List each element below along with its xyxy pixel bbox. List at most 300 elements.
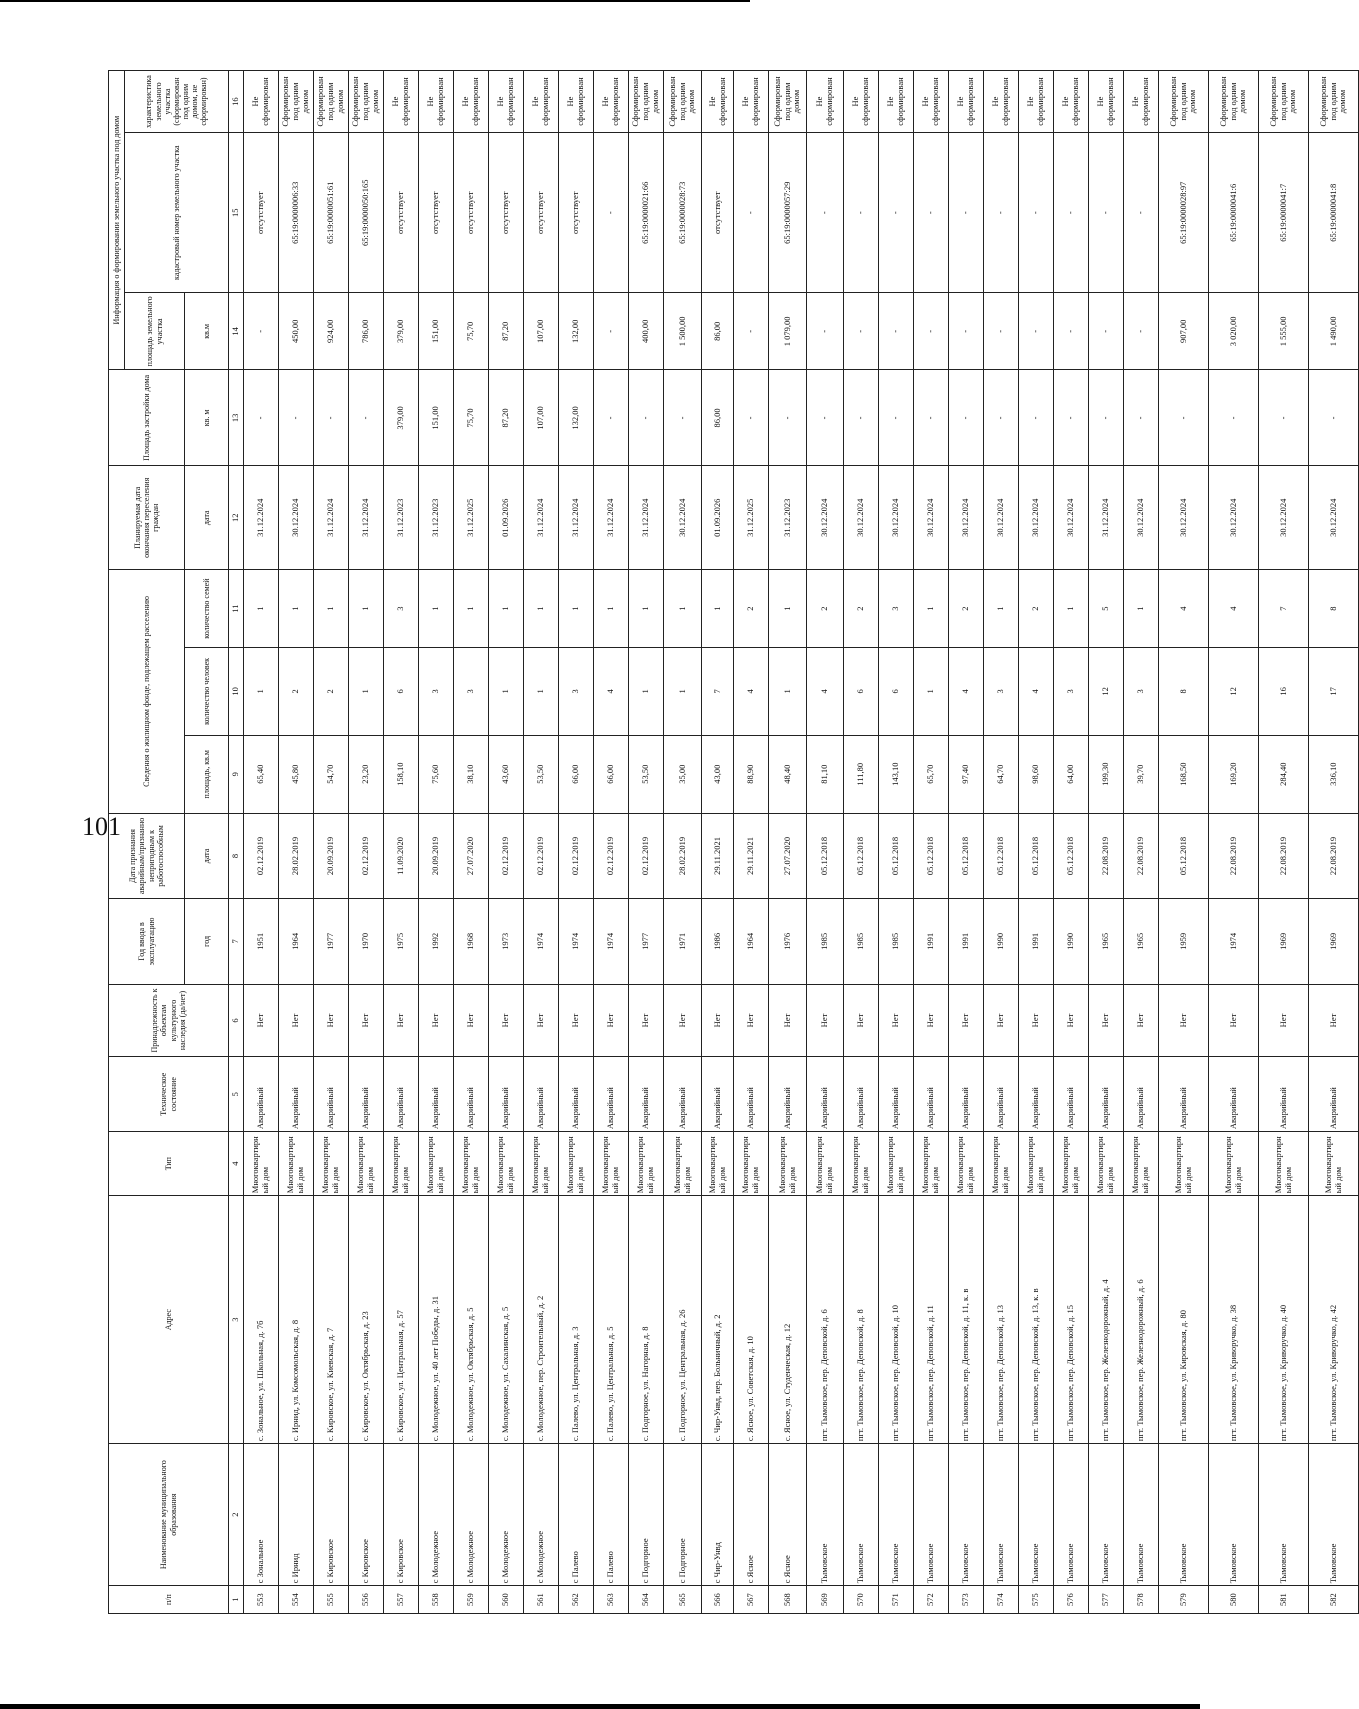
cell-cadastral: 65:19:0000041:6 [1209,133,1259,293]
cell-type: Многоквартирный дом [384,1132,419,1196]
column-number: 1 [229,1586,244,1614]
cell-families: 8 [1309,570,1359,648]
cell-tech-state: Аварийный [1124,1057,1159,1132]
cell-land-area: - [807,293,844,370]
cell-families: 1 [454,570,489,648]
cell-year: 1975 [384,899,419,984]
cell-address: пгт. Тымовское, пер. Деповской, д. 11, к. в [949,1196,984,1444]
cell-address: с. Ясное, ул. Студенческая, д. 12 [769,1196,807,1444]
cell-planned-date: 30.12.2024 [844,466,879,570]
cell-tech-state: Аварийный [1209,1057,1259,1132]
cell-recognition-date: 02.12.2019 [524,813,559,898]
cell-num: 559 [454,1586,489,1614]
cell-municipality: с Ирнид [279,1444,314,1586]
cell-municipality: Тымовское [1309,1444,1359,1586]
cell-families: 2 [949,570,984,648]
header-plan-date-unit: дата [185,466,229,570]
cell-land-area: - [1054,293,1089,370]
cell-type: Многоквартирный дом [844,1132,879,1196]
cell-area: 88,90 [734,735,769,813]
cell-area: 45,80 [279,735,314,813]
cell-num: 575 [1019,1586,1054,1614]
header-date-unit: дата [185,813,229,898]
cell-year: 1951 [244,899,279,984]
cell-area: 143,10 [879,735,914,813]
cell-families: 4 [1159,570,1209,648]
cell-land-area: 86,00 [702,293,734,370]
cell-characteristic: Сформирован под одним домом [349,71,384,133]
cell-built-area: - [914,370,949,466]
table-row [594,71,629,1614]
cell-num: 564 [629,1586,664,1614]
cell-people: 1 [244,648,279,736]
cell-municipality: Тымовское [1159,1444,1209,1586]
cell-address: пгт. Тымовское, пер. Деповской, д. 15 [1054,1196,1089,1444]
cell-cadastral: отсутствует [419,133,454,293]
cell-municipality: с Палево [594,1444,629,1586]
cell-families: 1 [419,570,454,648]
cell-families: 2 [734,570,769,648]
cell-cultural: Нет [769,984,807,1057]
cell-area: 336,10 [1309,735,1359,813]
cell-type: Многоквартирный дом [984,1132,1019,1196]
cell-address: с. Кировское, ул. Центральная, д. 57 [384,1196,419,1444]
cell-tech-state: Аварийный [489,1057,524,1132]
cell-land-area: 87,20 [489,293,524,370]
header-people-count: количество человек [185,648,229,736]
cell-year: 1985 [879,899,914,984]
cell-num: 561 [524,1586,559,1614]
cell-land-area: 75,70 [454,293,489,370]
cell-characteristic: Не сформирован [914,71,949,133]
table-row [454,71,489,1614]
cell-cadastral: - [1054,133,1089,293]
cell-recognition-date: 22.08.2019 [1259,813,1309,898]
cell-type: Многоквартирный дом [349,1132,384,1196]
table-row [244,71,279,1614]
cell-families: 1 [244,570,279,648]
cell-recognition-date: 05.12.2018 [1019,813,1054,898]
cell-area: 64,00 [1054,735,1089,813]
cell-municipality: с Кировское [384,1444,419,1586]
cell-recognition-date: 05.12.2018 [1054,813,1089,898]
cell-area: 66,00 [559,735,594,813]
cell-families: 2 [844,570,879,648]
cell-people: 16 [1259,648,1309,736]
cell-cadastral: 65:19:0000021:66 [629,133,664,293]
cell-tech-state: Аварийный [349,1057,384,1132]
cell-built-area: 107,00 [524,370,559,466]
cell-recognition-date: 05.12.2018 [949,813,984,898]
cell-year: 1992 [419,899,454,984]
cell-area: 23,20 [349,735,384,813]
cell-recognition-date: 05.12.2018 [807,813,844,898]
header-year-unit: год [185,899,229,984]
cell-planned-date: 31.12.2024 [349,466,384,570]
cell-tech-state: Аварийный [664,1057,702,1132]
cell-area: 53,50 [524,735,559,813]
header-cadastral-number: кадастровый номер земельного участка [125,133,229,293]
cell-tech-state: Аварийный [419,1057,454,1132]
header-family-count: количество семей [185,570,229,648]
cell-type: Многоквартирный дом [734,1132,769,1196]
cell-type: Многоквартирный дом [1124,1132,1159,1196]
cell-planned-date: 31.12.2025 [734,466,769,570]
cell-municipality: Тымовское [949,1444,984,1586]
table-row [349,71,384,1614]
cell-area: 43,00 [702,735,734,813]
cell-tech-state: Аварийный [1159,1057,1209,1132]
page-number: 101 [82,812,121,841]
cell-people: 4 [949,648,984,736]
cell-area: 53,50 [629,735,664,813]
cell-address: с. Палево, ул. Центральная, д. 3 [559,1196,594,1444]
cell-land-area: 1 079,00 [769,293,807,370]
column-number: 7 [229,899,244,984]
cell-year: 1971 [664,899,702,984]
cell-address: с. Кировское, ул. Октябрьская, д. 23 [349,1196,384,1444]
header-land-characteristic: характеристика земельного участка (сформирован под одним домом, не сформирован) [125,71,229,133]
table-row [1209,71,1259,1614]
cell-planned-date: 30.12.2024 [1159,466,1209,570]
cell-num: 560 [489,1586,524,1614]
cell-recognition-date: 05.12.2018 [1159,813,1209,898]
cell-cadastral: 65:19:0000041:8 [1309,133,1359,293]
column-number: 16 [229,71,244,133]
cell-tech-state: Аварийный [984,1057,1019,1132]
cell-cultural: Нет [629,984,664,1057]
table-row [879,71,914,1614]
cell-address: с. Молодежное, ул. Октябрьская, д. 5 [454,1196,489,1444]
cell-year: 1990 [984,899,1019,984]
cell-characteristic: Сформирован под одним домом [629,71,664,133]
cell-land-area: 3 020,00 [1209,293,1259,370]
header-recognition-date: Дата признания аварийным/признанно непригодным к работоспособным [109,813,185,898]
cell-cultural: Нет [314,984,349,1057]
table-row [559,71,594,1614]
cell-families: 1 [914,570,949,648]
cell-area: 39,70 [1124,735,1159,813]
cell-type: Многоквартирный дом [1259,1132,1309,1196]
cell-recognition-date: 29.11.2021 [702,813,734,898]
cell-address: с. Ирнид, ул. Комсомольская, д. 8 [279,1196,314,1444]
column-number: 13 [229,370,244,466]
cell-tech-state: Аварийный [559,1057,594,1132]
cell-built-area: - [844,370,879,466]
cell-land-area: 450,00 [279,293,314,370]
cell-characteristic: Не сформирован [489,71,524,133]
cell-characteristic: Не сформирован [1019,71,1054,133]
cell-municipality: Тымовское [1054,1444,1089,1586]
cell-cultural: Нет [1259,984,1309,1057]
cell-year: 1991 [949,899,984,984]
cell-type: Многоквартирный дом [1089,1132,1124,1196]
cell-type: Многоквартирный дом [629,1132,664,1196]
cell-people: 6 [384,648,419,736]
cell-characteristic: Сформирован под одним домом [769,71,807,133]
cell-built-area: - [1309,370,1359,466]
cell-address: пгт. Тымовское, пер. Железнодорожный, д. 6 [1124,1196,1159,1444]
cell-year: 1977 [629,899,664,984]
cell-families: 2 [1019,570,1054,648]
cell-characteristic: Сформирован под одним домом [1309,71,1359,133]
cell-municipality: Тымовское [844,1444,879,1586]
cell-type: Многоквартирный дом [1054,1132,1089,1196]
cell-recognition-date: 05.12.2018 [914,813,949,898]
cell-cultural: Нет [1054,984,1089,1057]
cell-built-area: 87,20 [489,370,524,466]
cell-recognition-date: 29.11.2021 [734,813,769,898]
cell-built-area: - [734,370,769,466]
cell-families: 1 [559,570,594,648]
cell-characteristic: Не сформирован [807,71,844,133]
cell-tech-state: Аварийный [1089,1057,1124,1132]
cell-type: Многоквартирный дом [524,1132,559,1196]
header-built-area-unit: кв. м [185,370,229,466]
cell-municipality: с Ясное [734,1444,769,1586]
cell-cultural: Нет [879,984,914,1057]
cell-built-area: - [949,370,984,466]
header-land-area-unit: кв.м [185,293,229,370]
cell-cultural: Нет [594,984,629,1057]
cell-cadastral: 65:19:0000028:97 [1159,133,1209,293]
cell-built-area: - [1054,370,1089,466]
cell-num: 562 [559,1586,594,1614]
cell-municipality: с Чир-Унвд [702,1444,734,1586]
cell-built-area: - [349,370,384,466]
cell-built-area: - [314,370,349,466]
cell-families: 3 [879,570,914,648]
cell-people: 1 [629,648,664,736]
cell-built-area: - [1159,370,1209,466]
cell-people: 4 [807,648,844,736]
cell-cadastral: - [1019,133,1054,293]
cell-characteristic: Не сформирован [454,71,489,133]
table-row [1124,71,1159,1614]
cell-families: 1 [279,570,314,648]
cell-area: 64,70 [984,735,1019,813]
table-row [1159,71,1209,1614]
cell-land-area: 1 555,00 [1259,293,1309,370]
cell-people: 3 [559,648,594,736]
table-body [244,71,1359,1614]
cell-cadastral: - [984,133,1019,293]
cell-characteristic: Сформирован под одним домом [314,71,349,133]
table-row [1054,71,1089,1614]
cell-people: 4 [734,648,769,736]
cell-area: 199,30 [1089,735,1124,813]
cell-year: 1974 [524,899,559,984]
cell-cadastral: 65:19:0000051:61 [314,133,349,293]
cell-characteristic: Не сформирован [1089,71,1124,133]
cell-planned-date: 30.12.2024 [1019,466,1054,570]
cell-families: 1 [489,570,524,648]
cell-cadastral: - [1124,133,1159,293]
cell-land-area: - [984,293,1019,370]
cell-families: 1 [664,570,702,648]
cell-planned-date: 01.09.2026 [489,466,524,570]
cell-planned-date: 31.12.2024 [594,466,629,570]
cell-land-area: 1 490,00 [1309,293,1359,370]
cell-recognition-date: 27.07.2020 [769,813,807,898]
cell-cadastral: - [1089,133,1124,293]
cell-year: 1959 [1159,899,1209,984]
cell-cultural: Нет [1019,984,1054,1057]
cell-year: 1976 [769,899,807,984]
cell-people: 1 [664,648,702,736]
cell-address: пгт. Тымовское, ул. Кировская, д. 80 [1159,1196,1209,1444]
cell-planned-date: 30.12.2024 [914,466,949,570]
cell-planned-date: 30.12.2024 [984,466,1019,570]
column-number: 2 [229,1444,244,1586]
cell-characteristic: Не сформирован [949,71,984,133]
cell-land-area: 379,00 [384,293,419,370]
cell-land-area: 1 500,00 [664,293,702,370]
table-row [984,71,1019,1614]
cell-year: 1973 [489,899,524,984]
cell-area: 38,10 [454,735,489,813]
cell-municipality: Тымовское [1259,1444,1309,1586]
cell-address: пгт. Тымовское, пер. Железнодорожный, д. 4 [1089,1196,1124,1444]
cell-num: 555 [314,1586,349,1614]
cell-type: Многоквартирный дом [664,1132,702,1196]
cell-year: 1965 [1089,899,1124,984]
cell-characteristic: Не сформирован [524,71,559,133]
cell-year: 1974 [559,899,594,984]
cell-families: 1 [769,570,807,648]
header-land-area: площадь земельного участка [125,293,185,370]
cell-planned-date: 31.12.2024 [1089,466,1124,570]
table-row [807,71,844,1614]
column-number: 14 [229,293,244,370]
cell-cadastral: 65:19:0000006:33 [279,133,314,293]
cell-cultural: Нет [1124,984,1159,1057]
cell-num: 556 [349,1586,384,1614]
cell-cultural: Нет [279,984,314,1057]
cell-year: 1990 [1054,899,1089,984]
cell-recognition-date: 20.09.2019 [314,813,349,898]
cell-address: с. Зональное, ул. Школьная, д. 7б [244,1196,279,1444]
cell-tech-state: Аварийный [769,1057,807,1132]
cell-land-area: - [879,293,914,370]
cell-planned-date: 31.12.2023 [419,466,454,570]
cell-recognition-date: 02.12.2019 [244,813,279,898]
cell-municipality: Тымовское [914,1444,949,1586]
cell-recognition-date: 22.08.2019 [1124,813,1159,898]
cell-cultural: Нет [559,984,594,1057]
cell-year: 1991 [914,899,949,984]
cell-people: 6 [879,648,914,736]
cell-people: 3 [984,648,1019,736]
cell-built-area: - [1259,370,1309,466]
cell-families: 1 [524,570,559,648]
cell-tech-state: Аварийный [244,1057,279,1132]
cell-type: Многоквартирный дом [454,1132,489,1196]
cell-type: Многоквартирный дом [807,1132,844,1196]
cell-cadastral: 65:19:0000028:73 [664,133,702,293]
cell-cadastral: - [844,133,879,293]
scan-edge-top [0,0,750,2]
cell-cadastral: отсутствует [244,133,279,293]
cell-families: 1 [1054,570,1089,648]
cell-year: 1974 [1209,899,1259,984]
cell-built-area: 379,00 [384,370,419,466]
cell-recognition-date: 20.09.2019 [419,813,454,898]
cell-municipality: с Ясное [769,1444,807,1586]
column-number: 15 [229,133,244,293]
cell-municipality: с Молодежное [524,1444,559,1586]
cell-municipality: с Молодежное [489,1444,524,1586]
cell-characteristic: Не сформирован [594,71,629,133]
cell-characteristic: Не сформирован [559,71,594,133]
cell-land-area: - [844,293,879,370]
cell-area: 48,40 [769,735,807,813]
cell-municipality: с Зональное [244,1444,279,1586]
cell-num: 572 [914,1586,949,1614]
cell-municipality: Тымовское [1209,1444,1259,1586]
cell-cadastral: - [807,133,844,293]
cell-built-area: - [1124,370,1159,466]
cell-recognition-date: 11.09.2020 [384,813,419,898]
cell-planned-date: 31.12.2023 [384,466,419,570]
cell-address: пгт. Тымовское, ул. Криворучко, д. 42 [1309,1196,1359,1444]
cell-tech-state: Аварийный [384,1057,419,1132]
cell-year: 1970 [349,899,384,984]
cell-families: 1 [702,570,734,648]
cell-people: 1 [914,648,949,736]
cell-type: Многоквартирный дом [244,1132,279,1196]
cell-area: 43,60 [489,735,524,813]
cell-characteristic: Сформирован под одним домом [1159,71,1209,133]
cell-recognition-date: 22.08.2019 [1089,813,1124,898]
cell-num: 563 [594,1586,629,1614]
cell-cultural: Нет [664,984,702,1057]
cell-planned-date: 31.12.2024 [629,466,664,570]
cell-area: 54,70 [314,735,349,813]
cell-cadastral: отсутствует [559,133,594,293]
cell-type: Многоквартирный дом [419,1132,454,1196]
cell-num: 569 [807,1586,844,1614]
column-number: 12 [229,466,244,570]
cell-people: 4 [594,648,629,736]
table-row [702,71,734,1614]
cell-people: 8 [1159,648,1209,736]
cell-built-area: - [629,370,664,466]
cell-planned-date: 30.12.2024 [664,466,702,570]
cell-cultural: Нет [454,984,489,1057]
cell-cadastral: - [949,133,984,293]
cell-cultural: Нет [949,984,984,1057]
cell-cultural: Нет [419,984,454,1057]
table-row [1309,71,1359,1614]
cell-num: 579 [1159,1586,1209,1614]
cell-families: 1 [349,570,384,648]
cell-address: с. Палево, ул. Центральная, д. 5 [594,1196,629,1444]
cell-built-area: 75,70 [454,370,489,466]
cell-families: 1 [629,570,664,648]
cell-recognition-date: 22.08.2019 [1309,813,1359,898]
cell-people: 1 [524,648,559,736]
cell-built-area: 86,00 [702,370,734,466]
cell-cultural: Нет [244,984,279,1057]
column-number: 9 [229,735,244,813]
cell-year: 1969 [1259,899,1309,984]
cell-cadastral: - [879,133,914,293]
cell-municipality: Тымовское [1019,1444,1054,1586]
cell-cadastral: отсутствует [454,133,489,293]
cell-people: 2 [279,648,314,736]
cell-area: 75,60 [419,735,454,813]
